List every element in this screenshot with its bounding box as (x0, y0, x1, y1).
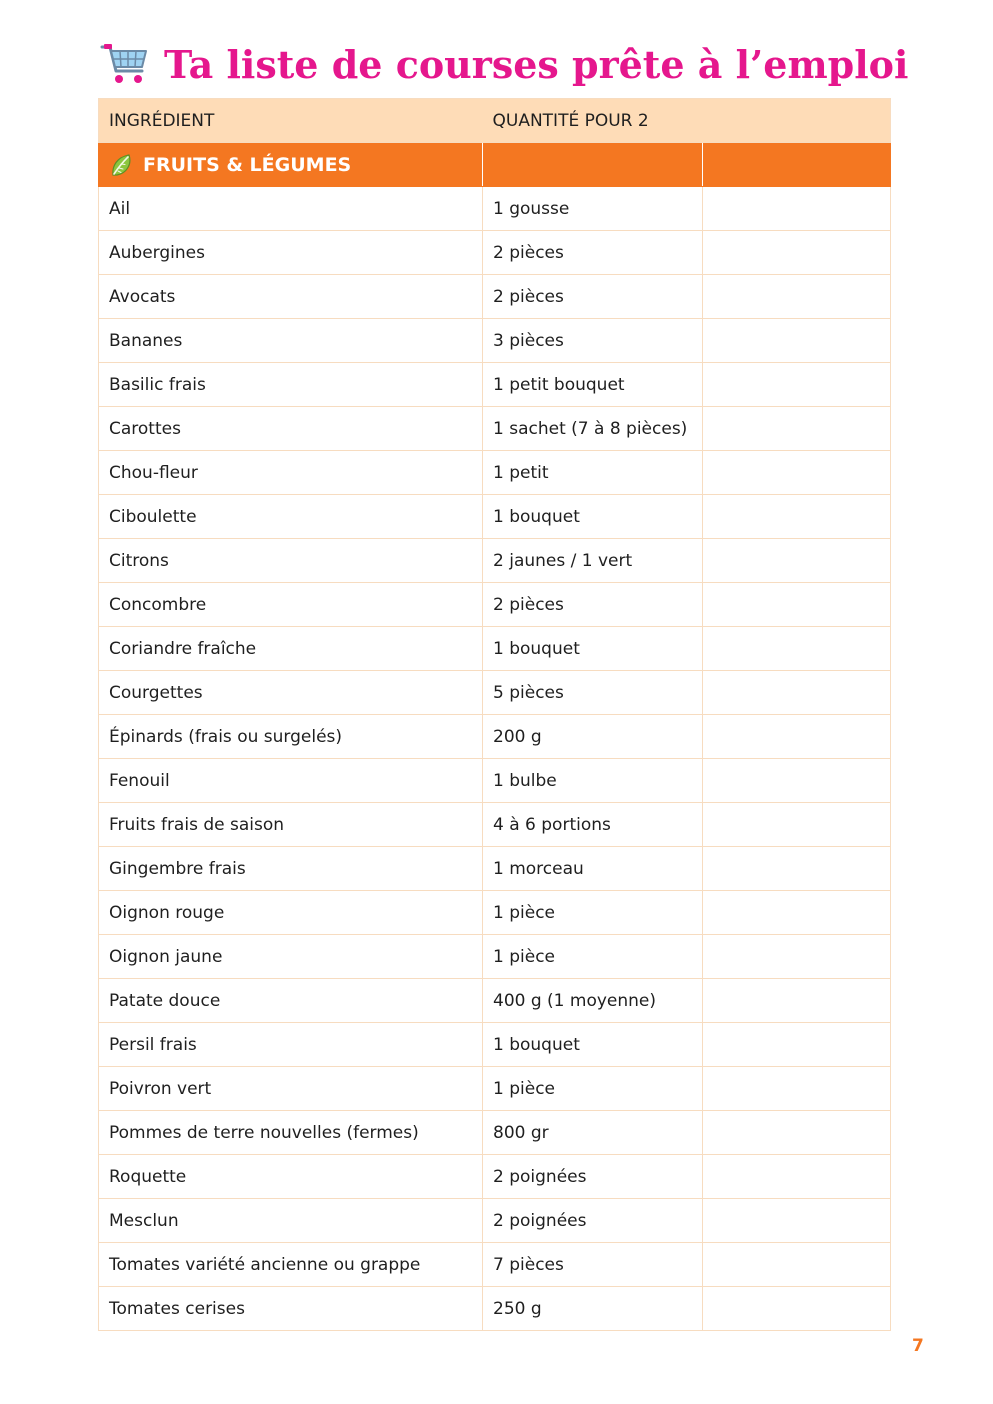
checkbox-cell (703, 187, 891, 231)
table-row (99, 759, 891, 803)
ingredient-cell: Aubergines (99, 231, 483, 275)
ingredient-cell: Gingembre frais (99, 847, 483, 891)
checkbox-cell (703, 891, 891, 935)
page-header (100, 36, 909, 92)
quantity-cell: 250 g (483, 1287, 703, 1331)
table-row (99, 1023, 891, 1067)
table-row (99, 275, 891, 319)
table-row (99, 319, 891, 363)
quantity-cell: 2 pièces (483, 583, 703, 627)
table-row (99, 979, 891, 1023)
checkbox-cell (703, 231, 891, 275)
ingredient-cell: Concombre (99, 583, 483, 627)
checkbox-cell (703, 495, 891, 539)
quantity-cell: 1 gousse (483, 187, 703, 231)
table-row (99, 1067, 891, 1111)
ingredient-cell: Avocats (99, 275, 483, 319)
checkbox-cell (703, 1243, 891, 1287)
checkbox-cell (703, 275, 891, 319)
shopping-list-table (98, 98, 891, 1331)
table-row (99, 935, 891, 979)
table-row (99, 671, 891, 715)
table-row (99, 231, 891, 275)
quantity-cell: 2 pièces (483, 231, 703, 275)
quantity-column-header: QUANTITÉ POUR 2 (483, 99, 891, 143)
checkbox-cell (703, 935, 891, 979)
quantity-cell: 1 bouquet (483, 495, 703, 539)
table-row (99, 407, 891, 451)
checkbox-cell (703, 1155, 891, 1199)
checkbox-cell (703, 1287, 891, 1331)
checkbox-cell (703, 1023, 891, 1067)
ingredient-column-header: INGRÉDIENT (99, 99, 483, 143)
table-row (99, 803, 891, 847)
ingredient-cell: Courgettes (99, 671, 483, 715)
shopping-cart-icon (100, 39, 150, 89)
checkbox-cell (703, 803, 891, 847)
ingredient-cell: Carottes (99, 407, 483, 451)
table-row (99, 1111, 891, 1155)
category-empty-cell (483, 143, 703, 187)
quantity-cell: 1 pièce (483, 891, 703, 935)
table-row (99, 1287, 891, 1331)
table-row (99, 715, 891, 759)
table-row (99, 627, 891, 671)
table-row (99, 891, 891, 935)
checkbox-cell (703, 407, 891, 451)
table-row (99, 187, 891, 231)
checkbox-cell (703, 715, 891, 759)
checkbox-cell (703, 671, 891, 715)
checkbox-cell (703, 1067, 891, 1111)
checkbox-cell (703, 1199, 891, 1243)
quantity-cell: 1 morceau (483, 847, 703, 891)
ingredient-cell: Poivron vert (99, 1067, 483, 1111)
table-row (99, 539, 891, 583)
ingredient-cell: Bananes (99, 319, 483, 363)
quantity-cell: 800 gr (483, 1111, 703, 1155)
ingredient-cell: Basilic frais (99, 363, 483, 407)
table-row (99, 495, 891, 539)
ingredient-cell: Chou-fleur (99, 451, 483, 495)
checkbox-cell (703, 451, 891, 495)
checkbox-cell (703, 539, 891, 583)
page-number: 7 (912, 1336, 924, 1356)
ingredient-cell: Roquette (99, 1155, 483, 1199)
checkbox-cell (703, 1111, 891, 1155)
quantity-cell: 1 petit bouquet (483, 363, 703, 407)
page-title: Ta liste de courses prête à l’emploi (164, 41, 909, 87)
ingredient-cell: Fruits frais de saison (99, 803, 483, 847)
ingredient-cell: Pommes de terre nouvelles (fermes) (99, 1111, 483, 1155)
checkbox-cell (703, 319, 891, 363)
quantity-cell: 3 pièces (483, 319, 703, 363)
quantity-cell: 200 g (483, 715, 703, 759)
checkbox-cell (703, 363, 891, 407)
ingredient-cell: Persil frais (99, 1023, 483, 1067)
quantity-cell: 2 poignées (483, 1199, 703, 1243)
table-row (99, 847, 891, 891)
ingredient-cell: Citrons (99, 539, 483, 583)
quantity-cell: 1 pièce (483, 1067, 703, 1111)
quantity-cell: 7 pièces (483, 1243, 703, 1287)
quantity-cell: 1 sachet (7 à 8 pièces) (483, 407, 703, 451)
quantity-cell: 2 pièces (483, 275, 703, 319)
category-row (99, 143, 891, 187)
checkbox-cell (703, 627, 891, 671)
ingredient-cell: Fenouil (99, 759, 483, 803)
checkbox-cell (703, 759, 891, 803)
table-row (99, 363, 891, 407)
ingredient-cell: Coriandre fraîche (99, 627, 483, 671)
table-row (99, 1199, 891, 1243)
checkbox-cell (703, 979, 891, 1023)
checkbox-cell (703, 847, 891, 891)
category-empty-cell (703, 143, 891, 187)
table-row (99, 583, 891, 627)
quantity-cell: 2 jaunes / 1 vert (483, 539, 703, 583)
ingredient-cell: Tomates cerises (99, 1287, 483, 1331)
table-row (99, 1243, 891, 1287)
ingredient-cell: Épinards (frais ou surgelés) (99, 715, 483, 759)
quantity-cell: 1 bouquet (483, 1023, 703, 1067)
ingredient-cell: Oignon jaune (99, 935, 483, 979)
ingredient-cell: Oignon rouge (99, 891, 483, 935)
quantity-cell: 400 g (1 moyenne) (483, 979, 703, 1023)
quantity-cell: 1 bouquet (483, 627, 703, 671)
ingredient-cell: Tomates variété ancienne ou grappe (99, 1243, 483, 1287)
ingredient-cell: Ail (99, 187, 483, 231)
category-cell (99, 143, 483, 187)
ingredient-cell: Patate douce (99, 979, 483, 1023)
table-header-row (99, 99, 891, 143)
quantity-cell: 2 poignées (483, 1155, 703, 1199)
quantity-cell: 1 pièce (483, 935, 703, 979)
ingredient-cell: Mesclun (99, 1199, 483, 1243)
quantity-cell: 4 à 6 portions (483, 803, 703, 847)
checkbox-cell (703, 583, 891, 627)
quantity-cell: 1 bulbe (483, 759, 703, 803)
quantity-cell: 5 pièces (483, 671, 703, 715)
lettuce-leaf-icon (109, 152, 135, 178)
quantity-cell: 1 petit (483, 451, 703, 495)
table-row (99, 451, 891, 495)
table-row (99, 1155, 891, 1199)
category-label: FRUITS & LÉGUMES (143, 153, 352, 176)
ingredient-cell: Ciboulette (99, 495, 483, 539)
